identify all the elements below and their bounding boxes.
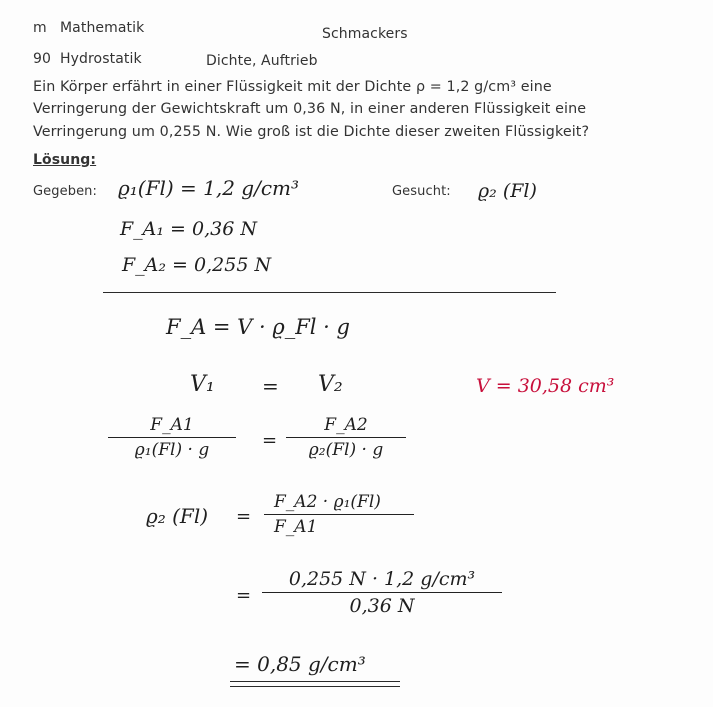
subst-equals: = [236,585,252,606]
solve-fraction [264,492,414,537]
solve-bar [264,514,414,515]
separator-line [103,292,556,293]
solve-equals: = [236,506,252,527]
subst-fraction [262,568,502,617]
ratio-equals: = [262,430,278,451]
ratio-left-fraction [108,415,236,460]
volume-equals: = [262,374,279,398]
given-label: Gegeben: [33,184,97,199]
subst-numerator: 0,255 N · 1,2 g/cm³ [288,568,476,590]
sought-density: ϱ₂ (Fl) [478,180,537,202]
problem-line-1: Ein Körper erfährt in einer Flüssigkeit mit der Dichte ρ = 1,2 g/cm³ eine [33,79,552,95]
ratio-right-bar [286,437,406,438]
sought-label: Gesucht: [392,184,451,199]
ratio-right-fraction [286,415,406,460]
result-underline-1 [230,681,400,682]
topic-name: Hydrostatik [60,51,142,67]
solution-heading: Lösung: [33,152,97,168]
problem-line-3: Verringerung um 0,255 N. Wie groß ist die Dichte dieser zweiten Flüssigkeit? [33,124,590,140]
solve-denominator: F_A1 [274,517,318,538]
ratio-left-bar [108,437,236,438]
buoyancy-formula: F_A = V · ϱ_Fl · g [166,315,350,339]
ratio-left-numerator: F_A1 [150,415,194,435]
subject-code: m [33,20,47,36]
problem-line-2: Verringerung der Gewichtskraft um 0,36 N, in einer anderen Flüssigkeit eine [33,101,587,117]
subject-name: Mathematik [60,20,145,36]
solve-left: ϱ₂ (Fl) [146,504,209,528]
author-name: Schmackers [322,26,408,42]
subst-denominator: 0,36 N [349,595,415,618]
ratio-right-numerator: F_A2 [324,415,368,435]
given-buoyancy-1: F_A₁ = 0,36 N [120,218,257,240]
subtopic-name: Dichte, Auftrieb [206,53,318,69]
result-underline-2 [230,686,400,687]
ratio-right-denominator: ϱ₂(Fl) · g [308,440,384,461]
solve-numerator: F_A2 · ϱ₁(Fl) [274,492,381,512]
volume-note: V = 30,58 cm³ [476,375,615,397]
final-result: = 0,85 g/cm³ [234,652,366,676]
ratio-left-denominator: ϱ₁(Fl) · g [134,440,210,461]
topic-code: 90 [33,51,52,67]
volume-right: V₂ [318,372,343,397]
given-density: ϱ₁(Fl) = 1,2 g/cm³ [118,176,300,200]
subst-bar [262,592,502,593]
given-buoyancy-2: F_A₂ = 0,255 N [122,254,272,276]
volume-left: V₁ [190,372,215,397]
